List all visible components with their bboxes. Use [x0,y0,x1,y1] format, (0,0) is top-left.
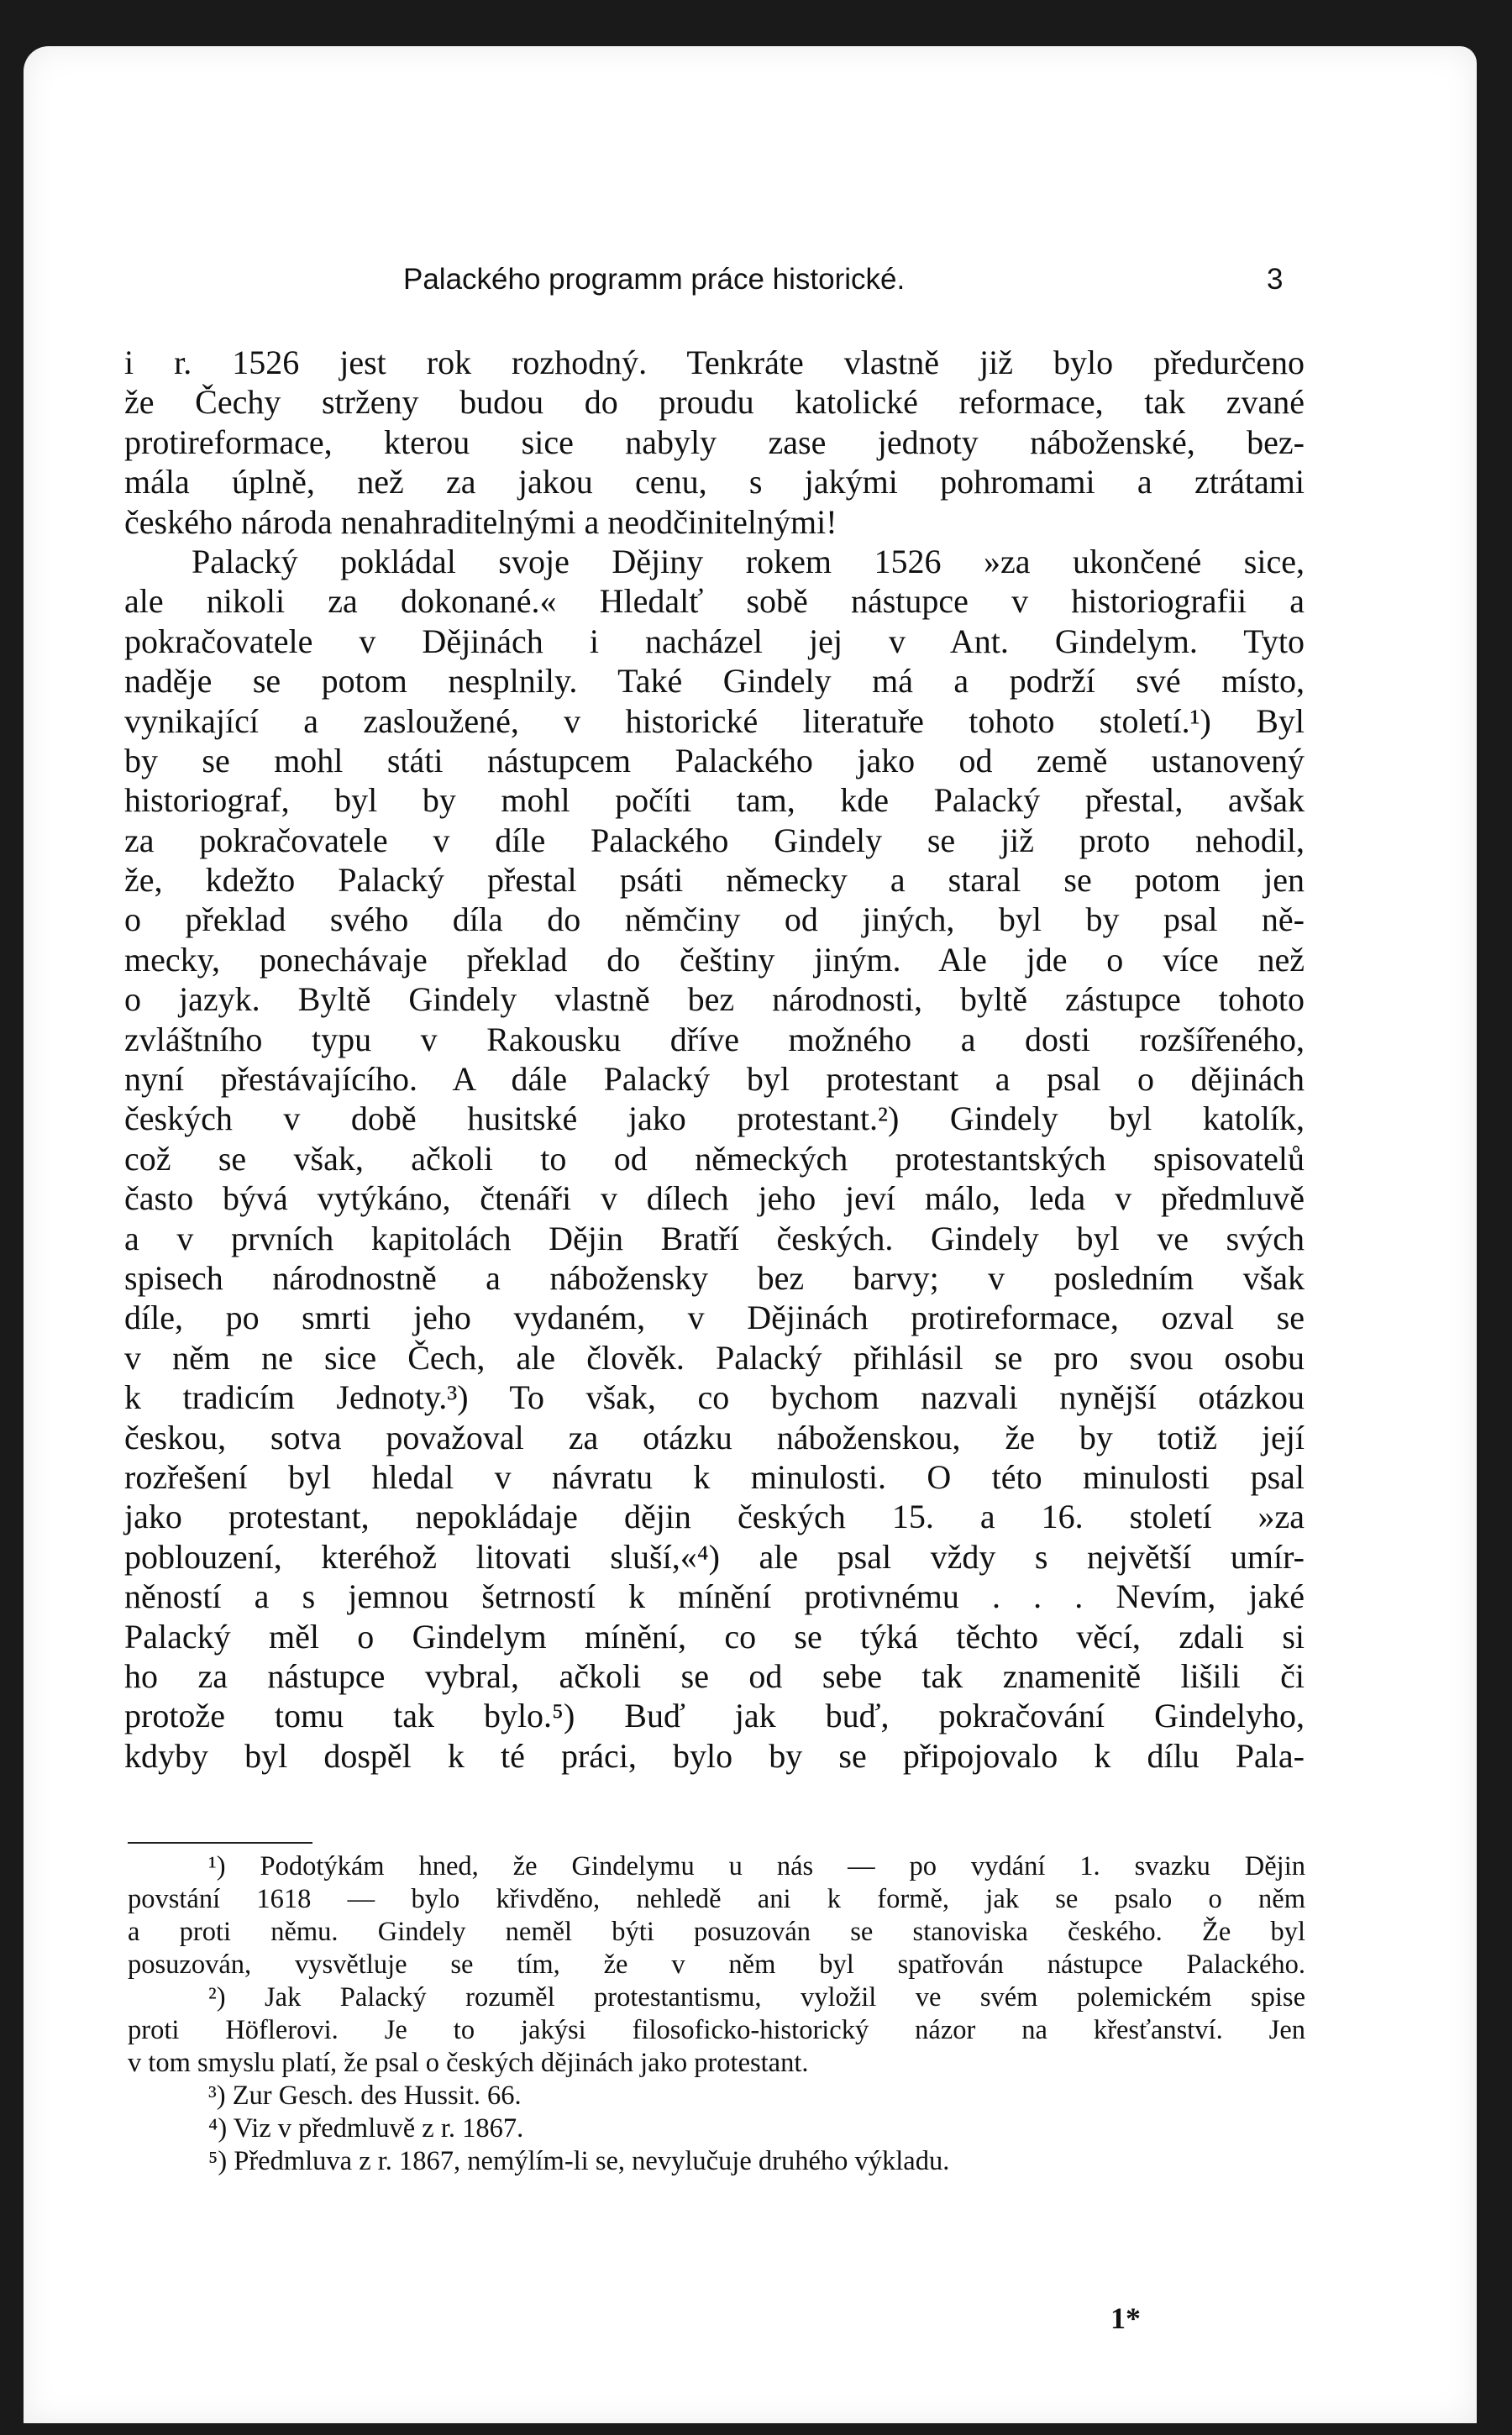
text-line: a v prvních kapitolách Dějin Bratří českých. Gindely byl ve svých [124,1219,1305,1257]
page-number: 3 [1267,263,1284,296]
running-head: Palackého programm práce historické. [403,263,906,296]
footnote-line: ³) Zur Gesch. des Hussit. 66. [208,2081,522,2111]
signature-mark: 1* [1110,2301,1141,2335]
text-line: pokračovatele v Dějinách i nacházel jej v Ant. Gindelym. Tyto [124,622,1305,660]
text-line: že Čechy strženy budou do proudu katolické reformace, tak zvané [124,383,1305,422]
footnote-divider [128,1842,312,1844]
text-line: českých v době husitské jako protestant.²) Gindely byl katolík, [124,1099,1305,1138]
text-line: ale nikoli za dokonané.« Hledalť sobě nástupce v historiografii a [124,582,1305,621]
body-text [124,343,1305,1776]
text-line: že, kdežto Palacký přestal psáti německy a staral se potom jen [124,861,1305,900]
footnote-line: ¹) Podotýkám hned, že Gindelymu u nás — po vydání 1. svazku Dějin [208,1851,1305,1881]
text-line: o překlad svého díla do němčiny od jiných, byl by psal ně- [124,900,1305,939]
text-line: ho za nástupce vybral, ačkoli se od sebe tak znamenitě lišili či [124,1656,1305,1695]
text-line: k tradicím Jednoty.³) To však, co bychom nazvali nynější otázkou [124,1378,1305,1417]
text-line: Palacký pokládal svoje Dějiny rokem 1526 »za ukončené sice, [192,542,1305,580]
footnote-line: a proti němu. Gindely neměl býti posuzován se stanoviska českého. Že byl [128,1917,1305,1947]
text-line: českého národa nenahraditelnými a neodčinitelnými! [124,502,837,541]
page-header [0,263,1512,305]
footnote-line: proti Höflerovi. Je to jakýsi filosoficko-historický názor na křesťanství. Jen [128,2015,1305,2045]
footnote-line: posuzován, vysvětluje se tím, že v něm byl spatřován nástupce Palackého. [128,1950,1305,1980]
text-line: něností a s jemnou šetrností k mínění protivnému . . . Nevím, jaké [124,1577,1305,1616]
text-line: i r. 1526 jest rok rozhodný. Tenkráte vlastně již bylo předurčeno [124,344,1305,381]
text-line: českou, sotva považoval za otázku náboženskou, že by totiž její [124,1418,1305,1456]
footnote-line: ²) Jak Palacký rozuměl protestantismu, vyložil ve svém polemickém spise [208,1982,1305,2013]
text-line: by se mohl státi nástupcem Palackého jako od země ustanovený [124,741,1305,779]
text-line: o jazyk. Byltě Gindely vlastně bez národnosti, byltě zástupce tohoto [124,980,1305,1019]
text-line: naděje se potom nesplnily. Také Gindely má a podrží své místo, [124,662,1305,701]
footnote-line: ⁴) Viz v předmluvě z r. 1867. [208,2113,524,2144]
text-line: mála úplně, než za jakou cenu, s jakými pohromami a ztrátami [124,463,1305,501]
text-line: zvláštního typu v Rakousku dříve možného a dosti rozšířeného, [124,1020,1305,1058]
text-line: nyní přestávajícího. A dále Palacký byl protestant a psal o dějinách [124,1060,1305,1099]
footnotes [128,1850,1305,2178]
text-line: poblouzení, kteréhož litovati sluší,«⁴) ale psal vždy s největší umír- [124,1537,1305,1576]
text-line: často bývá vytýkáno, čtenáři v dílech jeho jeví málo, leda v předmluvě [124,1179,1305,1218]
text-line: jako protestant, nepokládaje dějin českých 15. a 16. století »za [124,1498,1305,1536]
text-line: Palacký měl o Gindelym mínění, co se týká těchto věcí, zdali si [124,1617,1305,1656]
footnote-line: ⁵) Předmluva z r. 1867, nemýlím-li se, nevylučuje druhého výkladu. [208,2146,950,2176]
text-line: protireformace, kterou sice nabyly zase jednoty náboženské, bez- [124,422,1305,461]
footnote-line: v tom smyslu platí, že psal o českých dějinách jako protestant. [128,2048,809,2078]
text-line: mecky, ponechávaje překlad do češtiny jiným. Ale jde o více než [124,940,1305,979]
text-line: což se však, ačkoli to od německých protestantských spisovatelů [124,1139,1305,1178]
text-line: v něm ne sice Čech, ale člověk. Palacký přihlásil se pro svou osobu [124,1338,1305,1377]
text-line: za pokračovatele v díle Palackého Gindely se již proto nehodil, [124,821,1305,859]
text-line: protože tomu tak bylo.⁵) Buď jak buď, pokračování Gindelyho, [124,1697,1305,1735]
text-line: kdyby byl dospěl k té práci, bylo by se připojovalo k dílu Pala- [124,1736,1305,1775]
text-line: rozřešení byl hledal v návratu k minulosti. O této minulosti psal [124,1457,1305,1496]
text-line: spisech národnostně a nábožensky bez barvy; v posledním však [124,1258,1305,1297]
text-line: historiograf, byl by mohl počíti tam, kde Palacký přestal, avšak [124,781,1305,820]
footnote-line: povstání 1618 — bylo křivděno, nehledě ani k formě, jak se psalo o něm [128,1884,1305,1914]
text-line: vynikající a zasloužené, v historické literatuře tohoto století.¹) Byl [124,701,1305,740]
text-line: díle, po smrti jeho vydaném, v Dějinách protireformace, ozval se [124,1299,1305,1337]
